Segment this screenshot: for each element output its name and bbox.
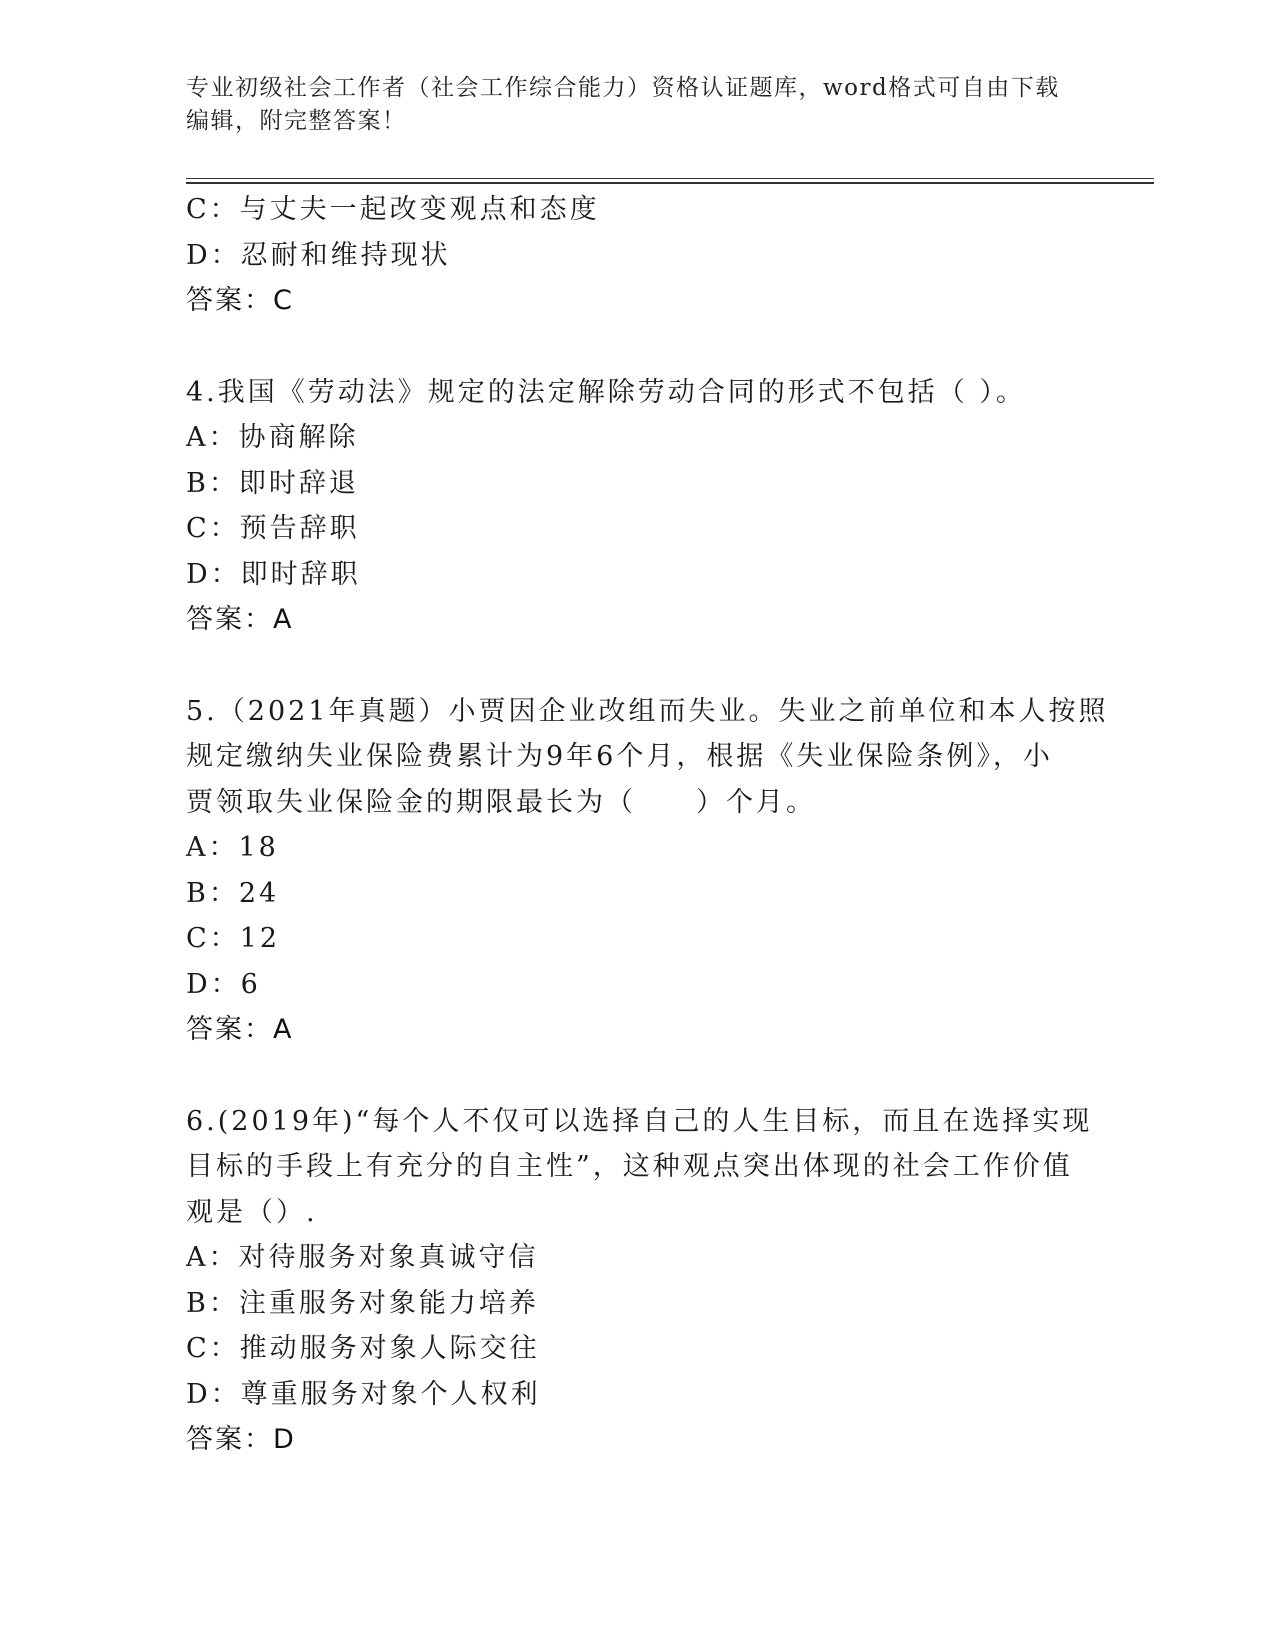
option-b: B：即时辞退 <box>186 467 359 499</box>
option-c: C：与丈夫一起改变观点和态度 <box>186 194 600 225</box>
answer-label: 答案：D <box>186 1424 296 1455</box>
option-b: B：注重服务对象能力培养 <box>186 1287 539 1319</box>
question-6 <box>186 1099 1093 1463</box>
option-a: A：对待服务对象真诚守信 <box>186 1242 539 1273</box>
question-4 <box>186 370 1066 643</box>
option-d: D：忍耐和维持现状 <box>186 239 451 271</box>
question-stem-line: 规定缴纳失业保险费累计为9年6个月，根据《失业保险条例》，小 <box>186 741 1053 772</box>
option-c: C：预告辞职 <box>186 513 360 544</box>
option-d: D：即时辞职 <box>186 558 361 590</box>
option-a: A：18 <box>186 832 279 863</box>
page-header <box>186 72 1086 138</box>
question-stem-line: 观是（）. <box>186 1196 318 1228</box>
question-3-tail <box>186 187 1066 324</box>
question-stem: 4.我国《劳动法》规定的法定解除劳动合同的形式不包括（ ）。 <box>186 376 1026 408</box>
option-a: A：协商解除 <box>186 422 359 453</box>
question-5 <box>186 689 1109 1053</box>
option-d: D：6 <box>186 968 261 1000</box>
option-c: C：12 <box>186 923 281 954</box>
answer-label: 答案：C <box>186 285 294 316</box>
spacer <box>186 1053 1066 1099</box>
spacer <box>186 643 1066 689</box>
option-d: D：尊重服务对象个人权利 <box>186 1378 541 1410</box>
question-stem-line: 5.（2021年真题）小贾因企业改组而失业。失业之前单位和本人按照 <box>186 695 1109 727</box>
question-stem-line: 目标的手段上有充分的自主性”，这种观点突出体现的社会工作价值 <box>186 1151 1073 1182</box>
question-list <box>186 187 1109 1463</box>
answer-label: 答案：A <box>186 604 294 635</box>
header-rule-thin <box>186 178 1154 179</box>
spacer <box>186 324 1066 370</box>
option-b: B：24 <box>186 877 280 909</box>
answer-label: 答案：A <box>186 1014 294 1045</box>
header-line-1: 专业初级社会工作者（社会工作综合能力）资格认证题库，word格式可自由下载 <box>186 75 1060 101</box>
question-stem-line: 6.(2019年)“每个人不仅可以选择自己的人生目标，而且在选择实现 <box>186 1105 1093 1137</box>
header-line-2: 编辑，附完整答案！ <box>186 108 407 134</box>
option-c: C：推动服务对象人际交往 <box>186 1333 540 1364</box>
question-stem-line: 贾领取失业保险金的期限最长为（ ）个月。 <box>186 786 816 818</box>
header-rule-thick <box>186 182 1154 184</box>
